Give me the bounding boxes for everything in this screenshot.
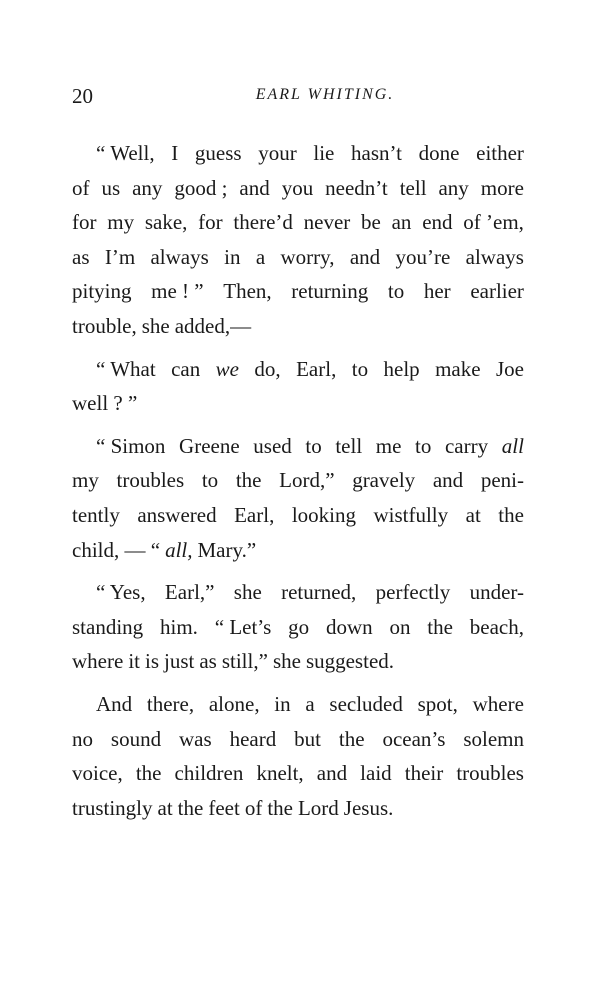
word: you	[281, 175, 314, 200]
word: where	[72, 649, 124, 674]
word: good ;	[174, 175, 228, 200]
word: as	[72, 244, 90, 269]
word: all,	[165, 537, 193, 562]
word: of ’em,	[463, 210, 524, 235]
word: done	[418, 141, 460, 165]
text-line	[72, 309, 524, 344]
word: it	[128, 649, 140, 674]
word: Mary.”	[197, 537, 257, 562]
word: Then,	[223, 279, 272, 304]
word: earlier	[470, 279, 524, 304]
word: “ What	[96, 356, 156, 381]
word: tently	[72, 502, 120, 527]
text-line	[72, 644, 524, 679]
word: wistfully	[373, 502, 449, 527]
word: of	[244, 795, 263, 820]
word: hasn’t	[351, 141, 402, 165]
word: answered	[137, 502, 217, 527]
word: peni-	[480, 468, 524, 493]
word: looking	[291, 502, 356, 527]
word: at	[157, 795, 173, 820]
word: in	[274, 691, 291, 716]
paragraph-gap	[72, 679, 524, 687]
word: troubles	[116, 468, 185, 493]
word: the	[235, 468, 262, 493]
text-line	[72, 756, 524, 791]
word: solemn	[463, 726, 524, 751]
word: is	[144, 649, 159, 674]
word: where	[472, 691, 524, 716]
word: the	[498, 502, 524, 527]
word: do,	[254, 356, 281, 381]
word: my	[72, 468, 99, 493]
word: to	[201, 468, 219, 493]
word: alone,	[208, 691, 260, 716]
word: but	[294, 726, 321, 751]
text-line	[72, 791, 524, 826]
word: pitying	[72, 279, 132, 304]
word: just	[164, 649, 195, 674]
word: used	[253, 433, 292, 458]
word: child, — “	[72, 537, 161, 562]
word: for	[198, 210, 223, 235]
text-line	[72, 687, 524, 722]
text-line	[72, 205, 524, 240]
text-line	[72, 240, 524, 275]
text-line	[72, 171, 524, 206]
word: any	[132, 175, 163, 200]
word: and	[349, 244, 381, 269]
word: you’re	[395, 244, 451, 269]
word: the	[267, 795, 293, 820]
word: suggested.	[305, 649, 395, 674]
word: go	[288, 614, 310, 639]
text-line	[72, 722, 524, 757]
word: “ Let’s	[214, 614, 272, 639]
word: lie	[313, 141, 335, 165]
word: either	[476, 141, 524, 165]
word: she	[272, 649, 301, 674]
word: Lord	[297, 795, 339, 820]
word: was	[179, 726, 212, 751]
word: an	[391, 210, 412, 235]
word: And	[96, 691, 133, 716]
word: carry	[444, 433, 489, 458]
paragraph	[72, 136, 524, 344]
word: Earl,	[234, 502, 275, 527]
word: of	[72, 175, 90, 200]
paragraph-gap	[72, 567, 524, 575]
word: ocean’s	[382, 726, 446, 751]
text-line	[72, 352, 524, 387]
word: me ! ”	[151, 279, 204, 304]
word: heard	[229, 726, 277, 751]
word: we	[215, 356, 239, 381]
word: him.	[160, 614, 198, 639]
word: voice,	[72, 761, 123, 786]
paragraph	[72, 429, 524, 567]
word: she	[233, 580, 262, 605]
word: worry,	[280, 244, 335, 269]
word: troubles	[456, 761, 524, 786]
word: Jesus.	[343, 795, 394, 820]
word: tell	[399, 175, 427, 200]
word: at	[465, 502, 481, 527]
word: your	[258, 141, 297, 165]
word: tell	[335, 433, 363, 458]
text-line	[72, 136, 524, 171]
word: children	[174, 761, 244, 786]
word: Lord,”	[279, 468, 335, 493]
word: she	[141, 313, 170, 338]
word: under-	[469, 580, 524, 605]
word: laid	[360, 761, 392, 786]
word: a	[255, 244, 266, 269]
paragraph	[72, 687, 524, 825]
word: as	[199, 649, 217, 674]
text-line	[72, 610, 524, 645]
word: my	[107, 210, 135, 235]
word: “ Well,	[96, 141, 155, 165]
word: sound	[110, 726, 162, 751]
word: always	[465, 244, 524, 269]
word: well ? ”	[72, 391, 138, 416]
text-line	[72, 386, 524, 421]
word: never	[303, 210, 351, 235]
running-title: EARL WHITING.	[255, 86, 395, 103]
word: returned,	[281, 580, 357, 605]
word: Joe	[496, 356, 524, 381]
word: there,	[146, 691, 195, 716]
word: spot,	[417, 691, 458, 716]
word: guess	[194, 141, 242, 165]
word: me	[375, 433, 402, 458]
page-header	[72, 84, 532, 108]
word: on	[389, 614, 411, 639]
text-line	[72, 463, 524, 498]
word: and	[239, 175, 270, 200]
word: secluded	[329, 691, 403, 716]
word: her	[423, 279, 451, 304]
word: the	[135, 761, 162, 786]
word: to	[351, 356, 369, 381]
word: and	[432, 468, 464, 493]
word: to	[387, 279, 405, 304]
word: beach,	[469, 614, 524, 639]
word: trustingly	[72, 795, 153, 820]
word: gravely	[352, 468, 416, 493]
word: no	[72, 726, 93, 751]
word: Greene	[179, 433, 240, 458]
word: a	[305, 691, 315, 716]
word: returning	[291, 279, 369, 304]
paragraph	[72, 352, 524, 421]
word: needn’t	[325, 175, 388, 200]
word: I’m	[104, 244, 136, 269]
word: “ Simon	[96, 433, 166, 458]
word: “ Yes,	[96, 580, 146, 605]
word: Earl,	[296, 356, 337, 381]
paragraph	[72, 575, 524, 679]
paragraph-gap	[72, 344, 524, 352]
text-line	[72, 533, 524, 568]
word: there’d	[233, 210, 293, 235]
body-text	[72, 136, 524, 825]
word: help	[383, 356, 420, 381]
page-number: 20	[72, 84, 93, 108]
word: more	[480, 175, 524, 200]
word: knelt,	[256, 761, 304, 786]
word: down	[325, 614, 373, 639]
word: trouble,	[72, 313, 137, 338]
text-line	[72, 575, 524, 610]
text-line	[72, 429, 524, 464]
word: I	[171, 141, 179, 165]
word: be	[361, 210, 381, 235]
word: added,—	[174, 313, 252, 338]
word: can	[171, 356, 201, 381]
word: and	[316, 761, 348, 786]
word: perfectly	[375, 580, 451, 605]
word: to	[305, 433, 322, 458]
word: still,”	[221, 649, 268, 674]
word: the	[338, 726, 365, 751]
word: to	[415, 433, 432, 458]
word: Earl,”	[164, 580, 215, 605]
word: end	[422, 210, 453, 235]
word: all	[501, 433, 524, 458]
word: us	[101, 175, 121, 200]
word: sake,	[144, 210, 188, 235]
word: always	[150, 244, 209, 269]
word: any	[438, 175, 469, 200]
text-line	[72, 274, 524, 309]
word: the	[427, 614, 453, 639]
text-line	[72, 498, 524, 533]
paragraph-gap	[72, 421, 524, 429]
word: for	[72, 210, 97, 235]
word: standing	[72, 614, 144, 639]
word: their	[404, 761, 444, 786]
word: in	[224, 244, 241, 269]
word: feet	[208, 795, 240, 820]
word: the	[177, 795, 204, 820]
word: make	[435, 356, 481, 381]
